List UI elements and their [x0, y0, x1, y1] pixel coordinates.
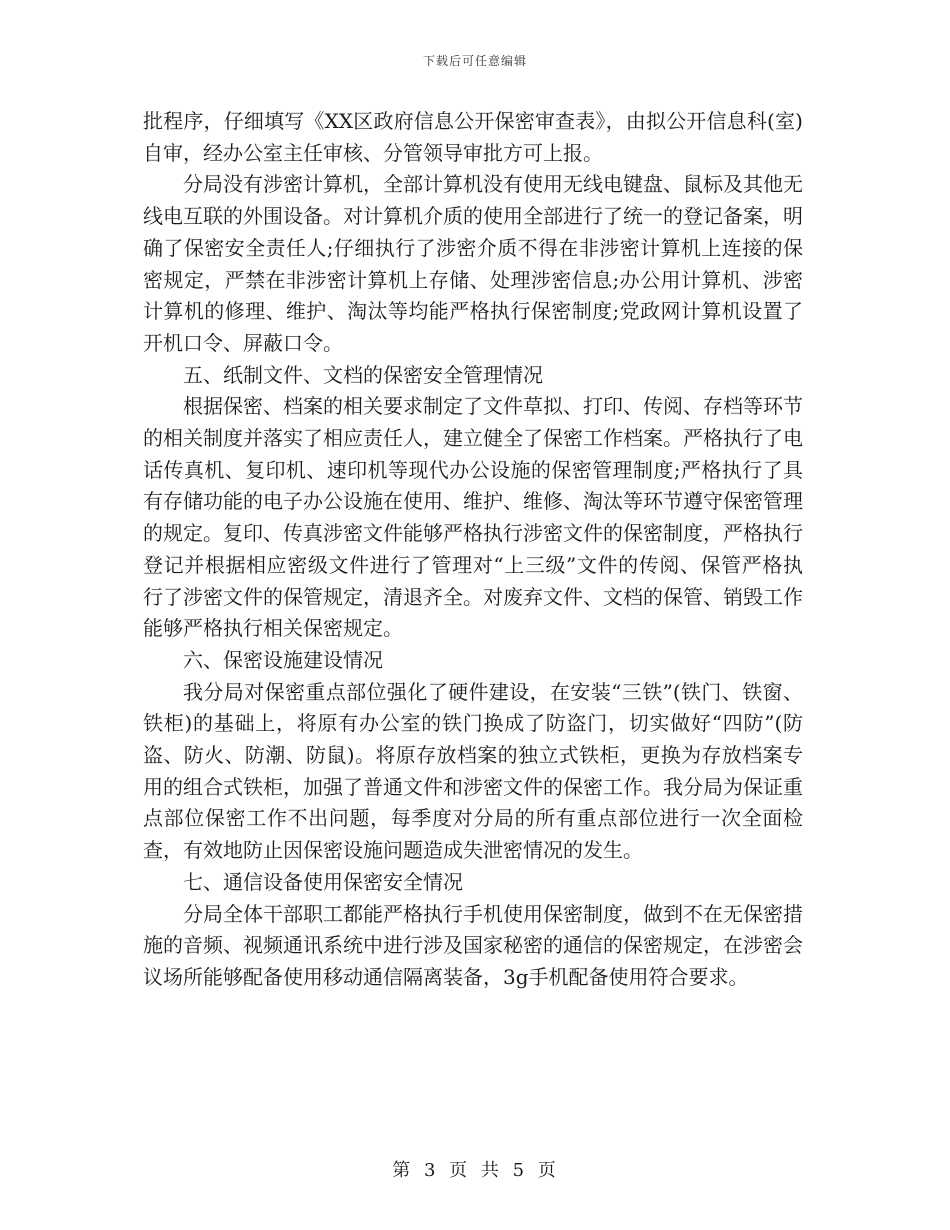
paragraph-paper-documents: 根据保密、档案的相关要求制定了文件草拟、打印、传阅、存档等环节的相关制度并落实了相应责任人，建立健全了保密工作档案。严格执行了电话传真机、复印机、速印机等现代办公设施的保密管理制度;严格执行了具有存储功能的电子办公设施在使用、维护、维修、淘汰等环节遵守保密管理的规定。复印、传真涉密文件能够严格执行涉密文件的保密制度，严格执行登记并根据相应密级文件进行了管理对“上三级”文件的传阅、保管严格执行了涉密文件的保管规定，清退齐全。对废弃文件、文档的保管、销毁工作能够严格执行相关保密规定。 [143, 394, 803, 641]
paragraph-computers: 分局没有涉密计算机，全部计算机没有使用无线电键盘、鼠标及其他无线电互联的外围设备。对计算机介质的使用全部进行了统一的登记备案，明确了保密安全责任人;仔细执行了涉密介质不得在非涉密计算机上连接的保密规定，严禁在非涉密计算机上存储、处理涉密信息;办公用计算机、涉密计算机的修理、维护、淘汰等均能严格执行保密制度;党政网计算机设置了开机口令、屏蔽口令。 [143, 172, 803, 355]
paragraph-continuation: 批程序，仔细填写《XX区政府信息公开保密审查表》，由拟公开信息科(室)自审，经办公室主任审核、分管领导审批方可上报。 [143, 109, 803, 165]
section-heading-facilities: 六、保密设施建设情况 [183, 647, 383, 672]
page-header: 下载后可任意编辑 [422, 54, 527, 68]
section-heading-paper-documents: 五、纸制文件、文档的保密安全管理情况 [183, 362, 543, 387]
document-body [143, 106, 803, 994]
paragraph-facilities: 我分局对保密重点部位强化了硬件建设，在安装“三铁”(铁门、铁窗、铁柜)的基础上，将原有办公室的铁门换成了防盗门，切实做好“四防”(防盗、防火、防潮、防鼠)。将原存放档案的独立式铁柜，更换为存放档案专用的组合式铁柜，加强了普通文件和涉密文件的保密工作。我分局为保证重点部位保密工作不出问题，每季度对分局的所有重点部位进行一次全面检查，有效地防止因保密设施问题造成失泄密情况的发生。 [143, 679, 803, 863]
page-number-footer: 第 3 页 共 5 页 [392, 1160, 558, 1181]
section-heading-communication: 七、通信设备使用保密安全情况 [183, 869, 463, 894]
paragraph-communication: 分局全体干部职工都能严格执行手机使用保密制度，做到不在无保密措施的音频、视频通讯系统中进行涉及国家秘密的通信的保密规定，在涉密会议场所能够配备使用移动通信隔离装备，3g手机配备使用符合要求。 [143, 901, 803, 989]
